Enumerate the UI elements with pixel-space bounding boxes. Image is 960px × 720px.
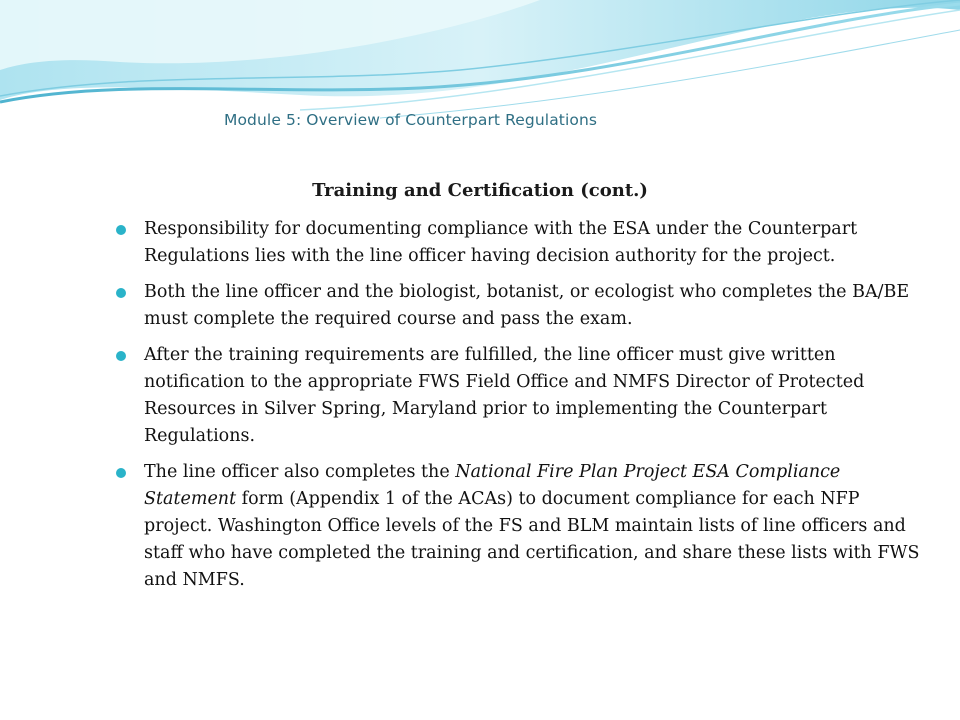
bullet-dot-icon (116, 468, 126, 478)
bullet-dot-icon (116, 288, 126, 298)
slide-heading: Training and Certification (cont.) (312, 180, 648, 201)
module-title: Module 5: Overview of Counterpart Regulations (224, 111, 598, 129)
form-title-italic: National Fire Plan Project ESA Compliance Statement (144, 462, 841, 509)
bullet-dot-icon (116, 351, 126, 361)
bullet-dot-icon (116, 225, 126, 235)
bullet-text: Responsibility for documenting compliance with the ESA under the Counterpart Regulations lies with the line officer having decision authority for the project. (144, 219, 858, 266)
bullet-item (110, 279, 930, 333)
bullet-text-before: The line officer also completes the (144, 462, 456, 482)
bullet-item (110, 342, 930, 450)
bullet-list (110, 216, 930, 603)
bullet-item (110, 459, 930, 594)
bullet-text-after: form (Appendix 1 of the ACAs) to document compliance for each NFP project. Washington Office levels of the FS and BLM maintain lists of line officers and staff who have completed the training and certification, and share these lists with FWS and NMFS. (144, 489, 920, 590)
bullet-text: After the training requirements are fulfilled, the line officer must give written notification to the appropriate FWS Field Office and NMFS Director of Protected Resources in Silver Spring, Maryland prior to implementing the Counterpart Regulations. (144, 345, 865, 446)
bullet-text: Both the line officer and the biologist, botanist, or ecologist who completes the BA/BE must complete the required course and pass the exam. (144, 282, 910, 329)
bullet-item (110, 216, 930, 270)
